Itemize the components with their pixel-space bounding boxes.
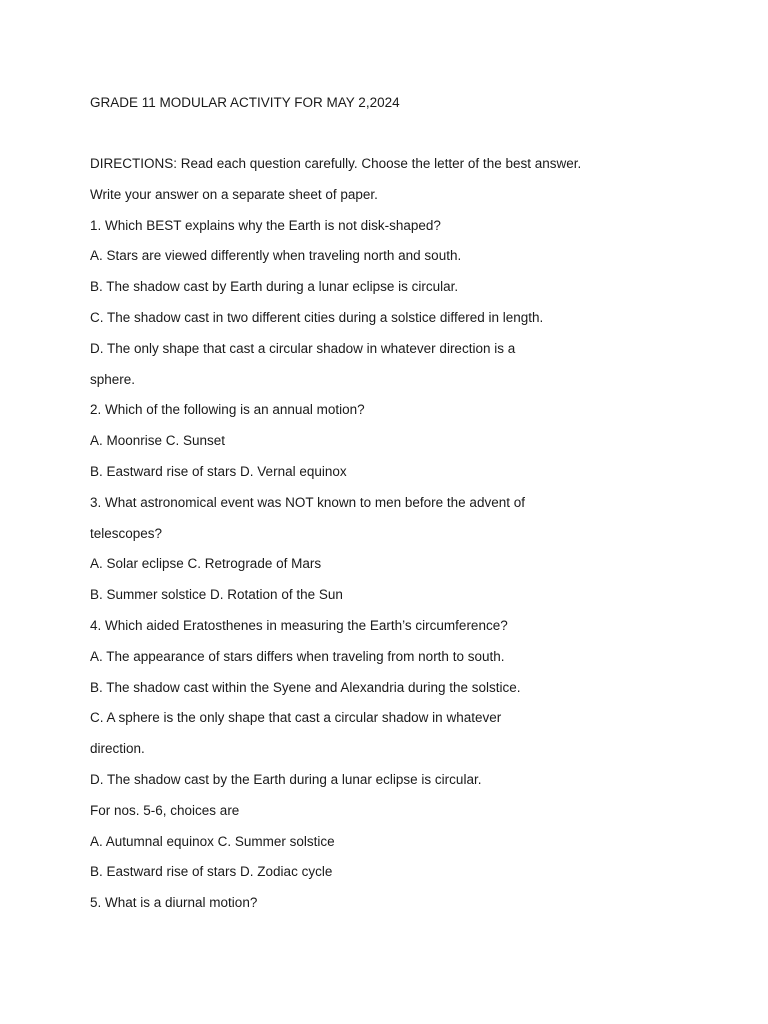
text-line: Write your answer on a separate sheet of paper. bbox=[90, 186, 378, 202]
text-line: B. The shadow cast by Earth during a lunar eclipse is circular. bbox=[90, 279, 459, 295]
text-line: 5. What is a diurnal motion? bbox=[90, 895, 258, 911]
text-line: D. The shadow cast by the Earth during a lunar eclipse is circular. bbox=[90, 771, 482, 787]
text-line: B. Summer solstice D. Rotation of the Sun bbox=[90, 587, 343, 603]
text-line: A. Moonrise C. Sunset bbox=[90, 433, 226, 449]
text-line: sphere. bbox=[90, 371, 136, 387]
document-title: GRADE 11 MODULAR ACTIVITY FOR MAY 2,2024 bbox=[90, 95, 400, 110]
text-line: B. Eastward rise of stars D. Vernal equinox bbox=[90, 463, 347, 479]
text-line: A. Solar eclipse C. Retrograde of Mars bbox=[90, 556, 322, 572]
text-line: 3. What astronomical event was NOT known to men before the advent of bbox=[90, 494, 525, 510]
text-line: 1. Which BEST explains why the Earth is not disk-shaped? bbox=[90, 217, 441, 233]
text-line: C. The shadow cast in two different cities during a solstice differed in length. bbox=[90, 309, 544, 325]
text-line: 4. Which aided Eratosthenes in measuring the Earth’s circumference? bbox=[90, 617, 508, 633]
text-line: A. Stars are viewed differently when traveling north and south. bbox=[90, 248, 462, 264]
question-list bbox=[90, 155, 710, 925]
text-line: telescopes? bbox=[90, 525, 163, 541]
text-line: A. The appearance of stars differs when traveling from north to south. bbox=[90, 648, 505, 664]
text-line: C. A sphere is the only shape that cast a circular shadow in whatever bbox=[90, 710, 502, 726]
text-line: 2. Which of the following is an annual motion? bbox=[90, 402, 365, 418]
text-line: B. Eastward rise of stars D. Zodiac cycle bbox=[90, 864, 333, 880]
text-line: B. The shadow cast within the Syene and Alexandria during the solstice. bbox=[90, 679, 521, 695]
text-line: D. The only shape that cast a circular shadow in whatever direction is a bbox=[90, 340, 516, 356]
text-line: direction. bbox=[90, 741, 145, 757]
text-line: A. Autumnal equinox C. Summer solstice bbox=[90, 833, 335, 849]
text-line: For nos. 5-6, choices are bbox=[90, 802, 240, 818]
text-line: DIRECTIONS: Read each question carefully. Choose the letter of the best answer. bbox=[90, 156, 582, 171]
